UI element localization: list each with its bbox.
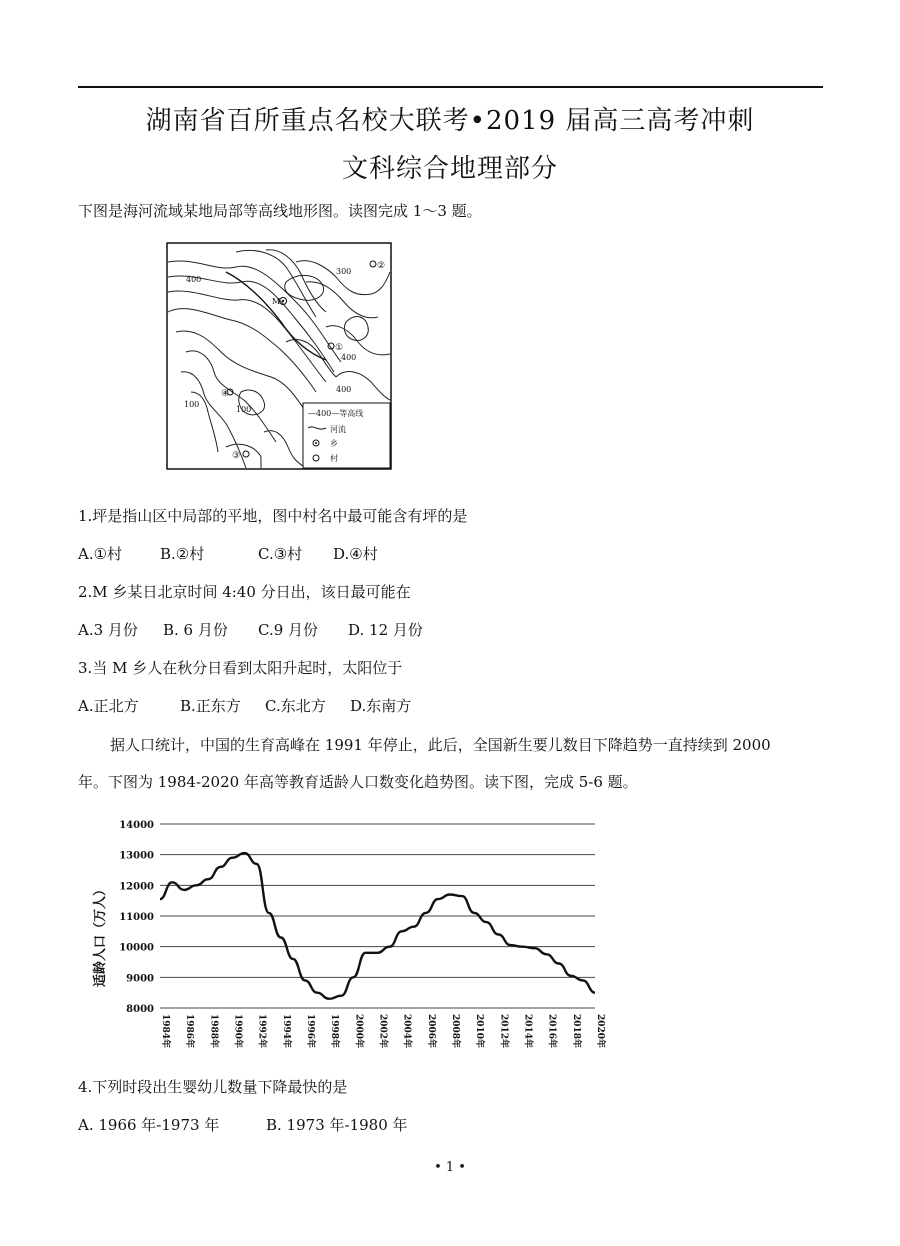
- legend-contour: —400—等高线: [308, 409, 364, 418]
- point-m-label: M: [272, 297, 281, 306]
- contour-label: 100: [184, 400, 200, 409]
- x-tick-label: 2018年: [570, 1014, 581, 1049]
- q3-options: [78, 695, 411, 716]
- x-tick-label: 1996年: [305, 1014, 315, 1049]
- passage-line-2: 年。下图为 1984-2020 年高等教育适龄人口数变化趋势图。读下图，完成 5-6 题。: [78, 773, 638, 791]
- y-tick-label: 9000: [126, 973, 154, 985]
- x-tick-label: 2012年: [498, 1014, 509, 1049]
- x-tick-label: 2000年: [353, 1014, 364, 1049]
- y-tick-label: 13000: [119, 850, 154, 862]
- q4-options: [78, 1114, 408, 1135]
- legend-township: 乡: [330, 439, 338, 448]
- q1-option-c[interactable]: C.③村: [258, 545, 303, 563]
- legend-river: 河流: [330, 425, 346, 434]
- q3-option-c[interactable]: C.东北方: [265, 697, 326, 715]
- x-tick-label: 1992年: [256, 1014, 267, 1049]
- q2-option-c[interactable]: C.9 月份: [258, 621, 319, 639]
- township-m-dot: [282, 300, 284, 302]
- x-tick-label: 2004年: [401, 1014, 412, 1049]
- y-tick-label: 11000: [119, 912, 154, 923]
- q3-option-a[interactable]: A.正北方: [78, 697, 139, 715]
- q1-option-d[interactable]: D.④村: [333, 545, 378, 563]
- intro-text-1: 下图是海河流域某地局部等高线地形图。读图完成 1～3 题。: [78, 202, 482, 220]
- contour-map: [166, 242, 392, 470]
- x-tick-label: 1998年: [329, 1014, 340, 1049]
- q3-option-d[interactable]: D.东南方: [350, 697, 412, 715]
- q4-option-a[interactable]: A. 1966 年-1973 年: [78, 1116, 220, 1134]
- x-tick-label: 1984年: [160, 1014, 170, 1049]
- q3-option-b[interactable]: B.正东方: [180, 697, 241, 715]
- page-subtitle: 文科综合地理部分: [341, 154, 558, 184]
- village-4-label: ④: [221, 389, 230, 399]
- x-tick-label: 1994年: [280, 1014, 291, 1049]
- y-axis-label: 适龄人口（万人）: [93, 882, 108, 988]
- contour-label: 400: [341, 353, 357, 362]
- map-legend: [303, 403, 390, 468]
- village-2-label: ②: [377, 261, 386, 271]
- y-tick-label: 12000: [119, 881, 154, 893]
- legend-village: 村: [330, 454, 338, 463]
- page-number: • 1 •: [434, 1160, 466, 1175]
- q2-stem: 2.M 乡某日北京时间 4:40 分日出，该日最可能在: [78, 583, 411, 601]
- x-tick-label: 1986年: [184, 1014, 195, 1049]
- q4-option-b[interactable]: B. 1973 年-1980 年: [266, 1116, 408, 1134]
- top-rule: [78, 86, 823, 88]
- q2-options: [78, 619, 423, 640]
- passage-line-1: 据人口统计，中国的生育高峰在 1991 年停止，此后，全国新生要儿数目下降趋势一直持续到 2000: [110, 736, 771, 754]
- q3-stem: 3.当 M 乡人在秋分日看到太阳升起时，太阳位于: [78, 659, 403, 677]
- x-tick-label: 1988年: [208, 1014, 219, 1049]
- x-tick-label: 2006年: [425, 1014, 436, 1049]
- contour-label: 100: [236, 405, 252, 414]
- x-tick-label: 2010年: [474, 1014, 485, 1049]
- village-3-label: ③: [232, 451, 241, 461]
- population-chart: [90, 810, 610, 1060]
- q1-stem: 1.坪是指山区中局部的平地，图中村名中最可能含有坪的是: [78, 507, 468, 525]
- contour-label: 400: [336, 385, 352, 394]
- x-tick-label: 2016年: [546, 1014, 557, 1049]
- contour-label: 300: [336, 267, 352, 276]
- q1-options: [78, 543, 378, 564]
- q2-option-a[interactable]: A.3 月份: [78, 621, 138, 639]
- x-tick-label: 2020年: [595, 1014, 605, 1049]
- contour-label: 400: [186, 275, 202, 284]
- x-tick-label: 2014年: [522, 1014, 533, 1049]
- x-tick-label: 2002年: [377, 1014, 388, 1049]
- village-1-label: ①: [335, 343, 344, 353]
- page-title: 湖南省百所重点名校大联考•2019 届高三高考冲刺: [145, 106, 755, 136]
- q1-option-a[interactable]: A.①村: [78, 545, 123, 563]
- q1-option-b[interactable]: B.②村: [160, 545, 205, 563]
- x-tick-label: 1990年: [232, 1014, 243, 1049]
- q4-stem: 4.下列时段出生婴幼儿数量下降最快的是: [78, 1078, 348, 1096]
- x-tick-label: 2008年: [450, 1014, 460, 1049]
- q2-option-d[interactable]: D. 12 月份: [348, 621, 423, 639]
- y-tick-label: 14000: [119, 820, 154, 831]
- q2-option-b[interactable]: B. 6 月份: [163, 621, 228, 639]
- y-tick-label: 8000: [126, 1004, 154, 1015]
- y-tick-label: 10000: [119, 942, 154, 954]
